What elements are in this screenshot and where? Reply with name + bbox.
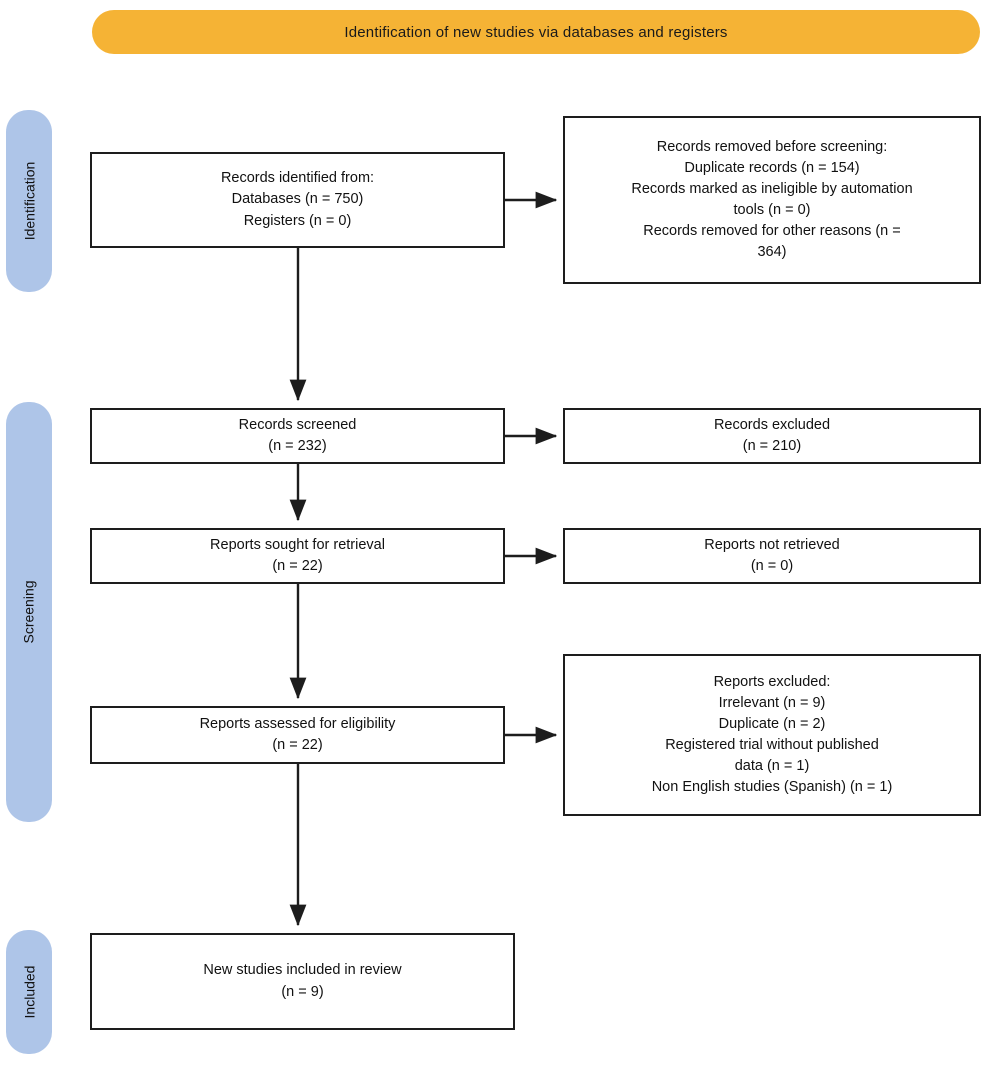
box-line: Irrelevant (n = 9) (718, 694, 826, 711)
box-line: Records screened (238, 416, 357, 433)
box-line: Duplicate records (n = 154) (684, 159, 860, 176)
box-line: New studies included in review (203, 962, 402, 979)
box-line: Registers (n = 0) (243, 212, 352, 229)
box-line: 364) (757, 244, 787, 261)
box-line: Records excluded (713, 416, 831, 433)
stage-label-included (6, 930, 52, 1054)
stage-label-screening-text: Screening (21, 580, 38, 644)
box-records-screened (90, 408, 505, 464)
box-line: (n = 9) (281, 983, 324, 1000)
stage-label-identification-text: Identification (21, 161, 38, 241)
box-line: Databases (n = 750) (231, 191, 364, 208)
box-line: (n = 210) (742, 438, 802, 454)
box-line: (n = 0) (750, 558, 794, 574)
stage-label-identification (6, 110, 52, 292)
box-line: Records identified from: (220, 170, 375, 187)
box-line: (n = 22) (272, 737, 323, 753)
box-line: (n = 22) (272, 558, 323, 574)
box-line: data (n = 1) (734, 758, 810, 775)
box-records-removed-before-screening (563, 116, 981, 284)
box-line: Reports excluded: (713, 673, 831, 690)
box-line: (n = 232) (268, 438, 327, 454)
box-reports-excluded (563, 654, 981, 816)
box-reports-not-retrieved (563, 528, 981, 584)
box-line: Duplicate (n = 2) (718, 715, 826, 732)
box-line: Reports assessed for eligibility (199, 715, 396, 732)
box-records-identified (90, 152, 505, 248)
box-reports-assessed-for-eligibility (90, 706, 505, 764)
box-line: Records marked as ineligible by automation (631, 180, 913, 197)
box-line: Registered trial without published (665, 737, 879, 753)
box-line: Records removed for other reasons (n = (643, 223, 901, 240)
banner-text: Identification of new studies via databases and registers (344, 23, 728, 41)
box-records-excluded (563, 408, 981, 464)
box-line: Reports not retrieved (704, 536, 840, 553)
stage-label-screening (6, 402, 52, 822)
stage-label-included-text: Included (21, 965, 37, 1019)
box-new-studies-included (90, 933, 515, 1030)
box-reports-sought-for-retrieval (90, 528, 505, 584)
box-line: tools (n = 0) (733, 202, 811, 218)
box-line: Reports sought for retrieval (210, 536, 385, 553)
diagram-banner-title (92, 10, 980, 54)
box-line: Non English studies (Spanish) (n = 1) (651, 779, 893, 796)
box-line: Records removed before screening: (656, 138, 888, 155)
